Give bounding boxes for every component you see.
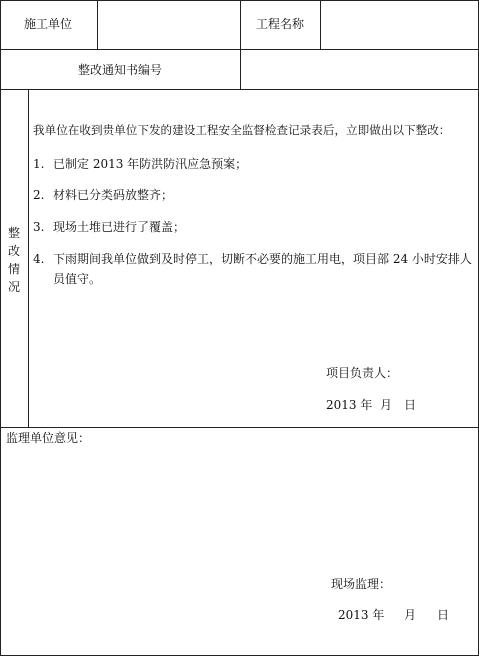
item-text: 材料已分类码放整齐； <box>53 188 174 202</box>
construction-unit-label: 施工单位 <box>24 17 73 31</box>
notice-number-label: 整改通知书编号 <box>78 63 163 77</box>
supervision-date-year: 2013 年 <box>338 608 385 622</box>
site-supervisor-label: 现场监理： <box>331 577 392 591</box>
rectification-date-day: 日 <box>404 398 417 412</box>
col-divider-side <box>28 89 29 427</box>
project-name-label: 工程名称 <box>256 17 305 31</box>
supervision-opinion-label: 监理单位意见： <box>6 431 91 445</box>
item-number: 4. <box>33 252 45 266</box>
supervision-date-month: 月 <box>404 608 417 622</box>
row-divider-3 <box>0 427 479 428</box>
col-divider-a <box>97 0 98 49</box>
side-label-char: 情 <box>7 262 20 276</box>
side-label-char: 改 <box>7 244 20 258</box>
item-number: 3. <box>33 220 45 234</box>
item-text: 已制定 2013 年防洪防汛应急预案； <box>53 157 248 171</box>
rectification-side-label <box>7 224 21 296</box>
rectification-date-year: 2013 年 <box>326 398 373 412</box>
item-number: 1. <box>33 157 45 171</box>
rectification-intro: 我单位在收到贵单位下发的建设工程安全监督检查记录表后，立即做出以下整改： <box>33 123 451 137</box>
item-text: 现场土堆已进行了覆盖； <box>53 220 186 234</box>
col-divider-c <box>320 0 321 49</box>
side-label-char: 况 <box>7 280 20 294</box>
rectification-date-month: 月 <box>380 398 393 412</box>
side-label-char: 整 <box>7 226 20 240</box>
col-divider-b <box>240 0 241 89</box>
item-text: 下雨期间我单位做到及时停工，切断不必要的施工用电，项目部 24 小时安排人员值守。 <box>53 252 472 286</box>
item-number: 2. <box>33 188 45 202</box>
project-leader-label: 项目负责人： <box>326 366 399 380</box>
table-left-border <box>0 0 1 656</box>
row-divider-2 <box>0 89 479 90</box>
table-bottom-border <box>0 655 479 656</box>
supervision-date-day: 日 <box>437 608 450 622</box>
